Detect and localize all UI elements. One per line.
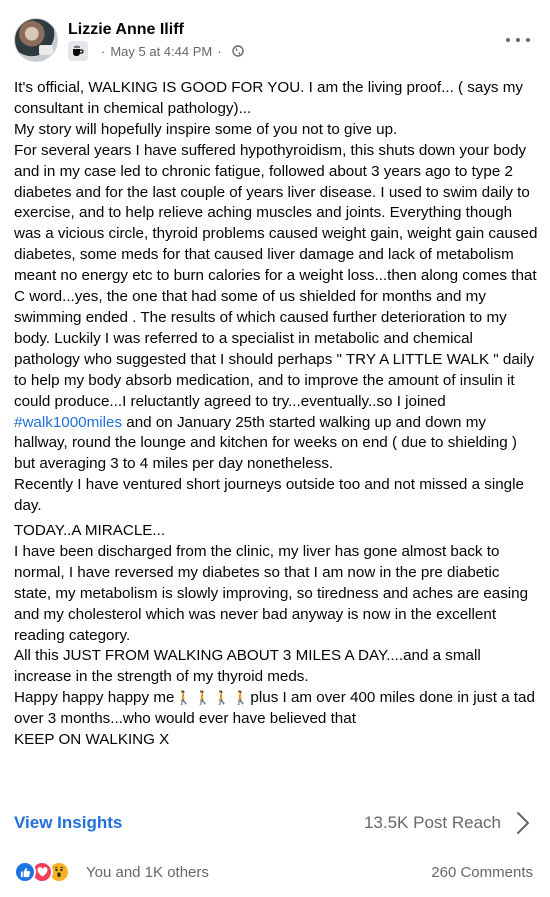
paragraph: My story will hopefully inspire some of you not to give up. bbox=[14, 120, 398, 138]
more-options-icon[interactable] bbox=[506, 30, 530, 50]
paragraph: It's official, WALKING IS GOOD FOR YOU. I am the living proof... ( says my consultant in chemical pathology)... bbox=[14, 79, 523, 117]
text-span: and on January 25th started walking up and down my hallway, round the lounge and kitchen for weeks on end ( due to shielding ) but averaging 3 to 4 miles per day nonetheless. bbox=[14, 413, 517, 473]
post-date[interactable]: May 5 at 4:44 PM bbox=[110, 43, 213, 59]
paragraph: All this JUST FROM WALKING ABOUT 3 MILES A DAY....and a small increase in the strength of my thyroid meds. bbox=[14, 647, 481, 686]
text-span: Happy happy happy me bbox=[14, 689, 175, 707]
reaction-icons[interactable] bbox=[14, 861, 65, 883]
text-span: For several years I have suffered hypothyroidism, this shuts down your body and in my case led to chronic fatigue, followed about 3 years ago to type 2 diabetes and for the last couple of years liver disease. I used to swim daily to exercise, and to help relieve aching muscles and joints. Everything though was a vicious circle, thyroid problems caused weight gain, weight gain caused diabetes, some meds for that caused liver damage and lack of metabolism meant no energy etc to burn calories for a weight loss...then along comes that C word...yes, the one that had some of us shielded for months and my swimming ended . The results of which caused further deterioration to my body. Luckily I was referred to a specialist in metabolic and chemical pathology who suggested that I should perhaps " TRY A LITTLE WALK " daily to help my body absorb medication, and to improve the amount of insulin it could produce...I reluctantly agreed to try...eventually..so I joined bbox=[14, 141, 538, 410]
author-name[interactable]: Lizzie Anne Iliff bbox=[68, 21, 184, 38]
reaction-summary[interactable]: You and 1K others bbox=[86, 864, 209, 881]
meta-separator-2: · bbox=[217, 43, 222, 59]
walking-emoji: 🚶 bbox=[175, 690, 193, 706]
globe-icon bbox=[232, 45, 244, 57]
text-span: plus I am over 400 miles done in just a tad over 3 months...who would ever have believed that bbox=[14, 689, 535, 728]
post-text bbox=[14, 78, 538, 751]
chevron-right-icon[interactable] bbox=[516, 811, 530, 835]
post-header bbox=[14, 18, 536, 70]
paragraph: I have been discharged from the clinic, my liver has gone almost back to normal, I have reversed my diabetes so that I am now in the pre diabetic state, my metabolism is slowly improving, so tiredness and aches are easing and my cholesterol which was never bad anyway is now in the excellent reading category. bbox=[14, 542, 529, 644]
post-meta bbox=[68, 41, 244, 61]
meta-separator: · bbox=[101, 43, 106, 59]
avatar[interactable] bbox=[14, 18, 58, 62]
coffee-cup-icon[interactable] bbox=[68, 41, 88, 61]
hashtag-link[interactable]: #walk1000miles bbox=[14, 413, 123, 431]
reactions-bar bbox=[0, 855, 550, 891]
comments-count[interactable]: 260 Comments bbox=[431, 864, 533, 881]
walking-emoji: 🚶 bbox=[213, 690, 231, 706]
paragraph: TODAY..A MIRACLE... bbox=[14, 522, 166, 540]
paragraph bbox=[14, 141, 538, 476]
like-reaction-icon bbox=[14, 861, 36, 883]
walking-emoji: 🚶 bbox=[194, 690, 212, 706]
view-insights-link[interactable]: View Insights bbox=[14, 813, 123, 832]
paragraph bbox=[14, 688, 538, 730]
divider bbox=[14, 848, 536, 849]
insights-bar[interactable] bbox=[0, 798, 550, 846]
post-reach[interactable]: 13.5K Post Reach bbox=[363, 813, 501, 832]
paragraph: Recently I have ventured short journeys outside too and not missed a single day. bbox=[14, 476, 524, 515]
walking-emoji: 🚶 bbox=[232, 690, 250, 706]
paragraph: KEEP ON WALKING X bbox=[14, 731, 170, 749]
